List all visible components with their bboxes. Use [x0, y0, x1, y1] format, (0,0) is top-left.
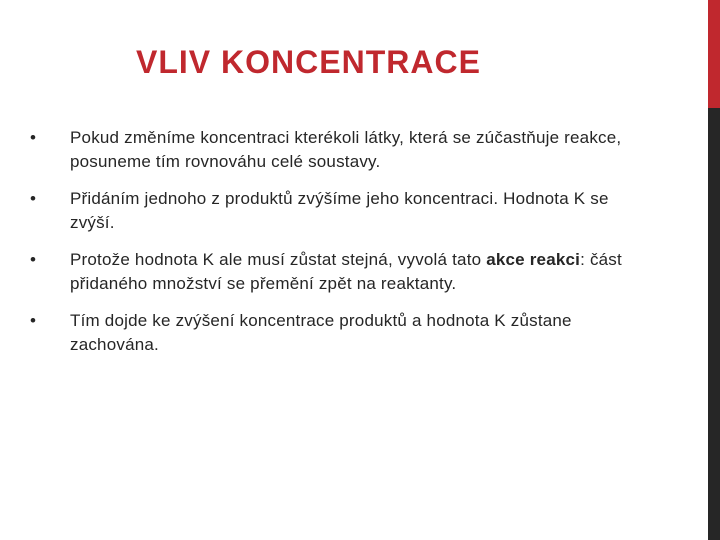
bullet-marker: • — [30, 189, 37, 208]
bullet-text-bold-segment: akce reakci — [486, 250, 581, 269]
bullet-marker: • — [30, 250, 37, 269]
accent-bar-red — [708, 0, 720, 108]
bullet-item-2 — [30, 187, 670, 235]
bullet-text-segment: Pokud změníme koncentraci kterékoli látky, která se zúčastňuje reakce, posuneme tím rovnováhu celé soustavy. — [70, 128, 622, 171]
bullet-text-segment: : část přidaného množství se přemění zpět na reaktanty. — [70, 250, 622, 293]
slide-title: VLIV KONCENTRACE — [136, 44, 481, 80]
bullet-item-3 — [30, 248, 670, 296]
bullet-text-1 — [70, 126, 670, 174]
bullet-text-3 — [70, 248, 670, 296]
bullet-marker: • — [30, 128, 37, 147]
bullet-text-4 — [70, 309, 670, 357]
bullet-item-4 — [30, 309, 670, 357]
bullet-item-1 — [30, 126, 670, 174]
bullet-text-2 — [70, 187, 670, 235]
bullet-text-segment: Přidáním jednoho z produktů zvýšíme jeho koncentraci. Hodnota K se zvýší. — [70, 189, 609, 232]
bullet-text-segment: Protože hodnota K ale musí zůstat stejná, vyvolá tato — [70, 250, 487, 269]
bullet-text-segment: Tím dojde ke zvýšení koncentrace produktů a hodnota K zůstane zachována. — [70, 311, 572, 354]
bullet-list — [30, 126, 670, 370]
bullet-marker: • — [30, 311, 37, 330]
